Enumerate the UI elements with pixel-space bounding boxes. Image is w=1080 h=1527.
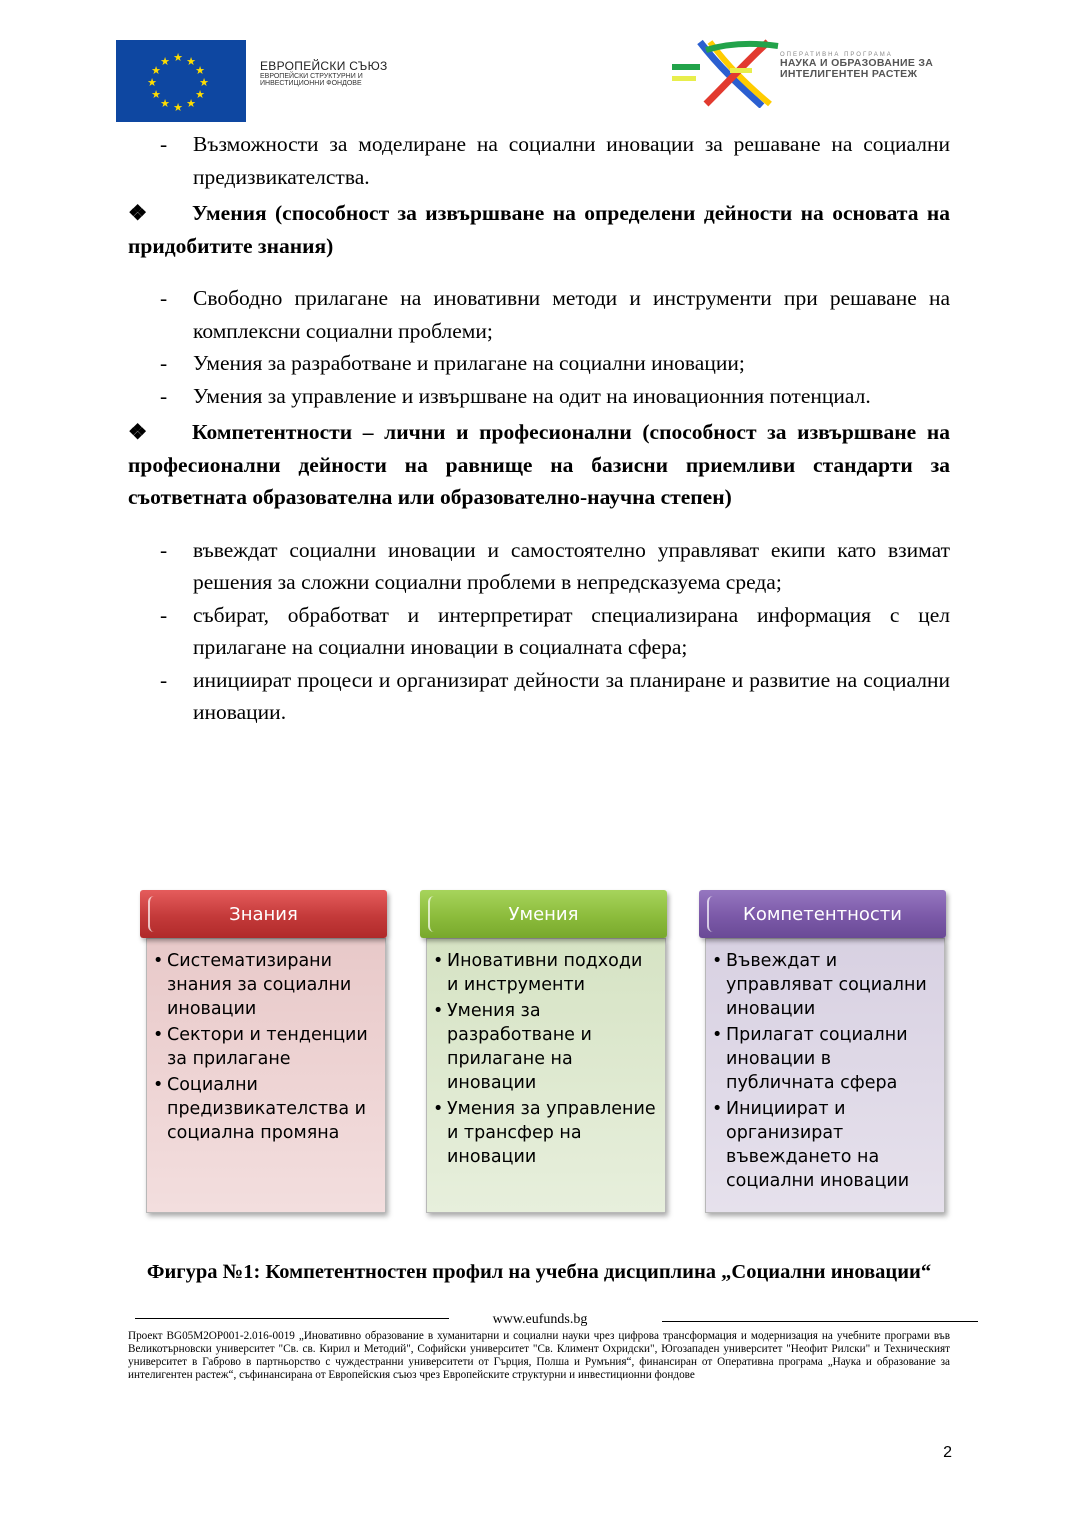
- list-item: - Умения за разработване и прилагане на социални иновации;: [128, 347, 950, 380]
- list-item: • Социални предизвикателства и социална промяна: [153, 1073, 377, 1145]
- eu-logo-subtitle-1: ЕВРОПЕЙСКИ СТРУКТУРНИ И: [260, 72, 363, 80]
- figure-column-title: Знания: [140, 890, 387, 938]
- svg-text:★: ★: [186, 55, 196, 68]
- document-body: [128, 128, 950, 729]
- svg-text:★: ★: [186, 97, 196, 110]
- list-item: • Инициират и организират въвеждането на социални иновации: [712, 1097, 936, 1193]
- list-item: • Въвеждат и управляват социални иновации: [712, 949, 936, 1021]
- eu-stars-icon: [116, 40, 246, 122]
- list-item: • Иновативни подходи и инструменти: [433, 949, 657, 997]
- figure-column-knowledge: [140, 890, 388, 1220]
- svg-text:★: ★: [160, 55, 170, 68]
- op-logo-line-1: НАУКА И ОБРАЗОВАНИЕ ЗА: [780, 57, 934, 70]
- svg-text:★: ★: [147, 76, 157, 89]
- figure-column-title: Компетентности: [699, 890, 946, 938]
- footer-project-text: Проект BG05M2OP001-2.016-0019 „Иновативно образование в хуманитарни и социални науки чрез цифрова трансформация и модернизация на учебните програми във Великотърновски университет "Св. св. Кирил и Методий", Софийски университет "Св. Климент Охридски", Югозападен университет "Неофит Рилски" и Техническият университет в Габрово в партньорство с чуждестранни университети от Гърция, Полша и Румъния“, финансиран от Оперативна програма „Наука и образование за интелигентен растеж“, съфинансирана от Европейския съюз чрез Европейските структурни и инвестиционни фондове: [128, 1330, 950, 1381]
- op-cross-icon: [670, 38, 790, 108]
- page-number: 2: [943, 1444, 952, 1461]
- competences-heading-text: Компетентности – лични и професионални (способност за извършване на професионални дейности на равнище на базисни приемливи стандарти за съответната образователна или образователно-научна степен): [128, 420, 950, 509]
- list-item: - въвеждат социални иновации и самостоятелно управляват екипи като взимат решения за сложни социални проблеми в непредсказуема среда;: [128, 534, 950, 599]
- list-item: - събират, обработват и интерпретират специализирана информация с цел прилагане на социални иновации в социалната сфера;: [128, 599, 950, 664]
- op-logo-text: [780, 52, 933, 80]
- list-item: • Систематизирани знания за социални иновации: [153, 949, 377, 1021]
- diamond-bullet-icon: ❖: [128, 201, 148, 225]
- list-item: - инициират процеси и организират дейности за планиране и развитие на социални иновации.: [128, 664, 950, 729]
- svg-text:★: ★: [195, 88, 205, 101]
- competences-list: [128, 534, 950, 729]
- svg-text:★: ★: [195, 64, 205, 77]
- figure-column-skills: [420, 890, 668, 1220]
- svg-text:★: ★: [151, 64, 161, 77]
- svg-text:★: ★: [199, 76, 209, 89]
- list-item: • Умения за управление и трансфер на иновации: [433, 1097, 657, 1169]
- figure-column-body: [705, 938, 945, 1213]
- diamond-bullet-icon: ❖: [128, 420, 148, 444]
- op-program-logo: [670, 38, 790, 108]
- skills-heading: [128, 197, 950, 262]
- op-logo-small: ОПЕРАТИВНА ПРОГРАМА: [780, 52, 893, 58]
- list-item: - Умения за управление и извършване на одит на иновационния потенциал.: [128, 380, 950, 413]
- figure-column-body: [146, 938, 386, 1213]
- svg-text:★: ★: [173, 101, 183, 114]
- competence-profile-figure: [140, 890, 950, 1220]
- svg-text:★: ★: [160, 97, 170, 110]
- skills-list: [128, 282, 950, 412]
- op-logo-line-2: ИНТЕЛИГЕНТЕН РАСТЕЖ: [780, 68, 918, 81]
- figure-column-competences: [699, 890, 947, 1220]
- eu-logo-text: [260, 60, 388, 87]
- figure-caption: Фигура №1: Компетентностен профил на учебна дисциплина „Социални иновации“: [146, 1261, 932, 1283]
- eu-flag-logo: [116, 40, 246, 122]
- list-item: - Свободно прилагане на иновативни методи и инструменти при решаване на комплексни социални проблеми;: [128, 282, 950, 347]
- list-item: • Сектори и тенденции за прилагане: [153, 1023, 377, 1071]
- svg-text:★: ★: [151, 88, 161, 101]
- figure-column-body: [426, 938, 666, 1213]
- page-header: [0, 38, 1080, 124]
- svg-text:★: ★: [173, 51, 183, 64]
- eu-logo-title: ЕВРОПЕЙСКИ СЪЮЗ: [260, 59, 388, 73]
- footer-url: www.eufunds.bg: [492, 1312, 588, 1327]
- eu-logo-subtitle-2: ИНВЕСТИЦИОННИ ФОНДОВЕ: [260, 79, 362, 87]
- list-item: • Прилагат социални иновации в публичната сфера: [712, 1023, 936, 1095]
- list-item: • Умения за разработване и прилагане на иновации: [433, 999, 657, 1095]
- figure-column-title: Умения: [420, 890, 667, 938]
- competences-heading: [128, 416, 950, 514]
- skills-heading-text: Умения (способност за извършване на определени дейности на основата на придобитите знания): [128, 201, 950, 258]
- list-item: - Възможности за моделиране на социални иновации за решаване на социални предизвикателства.: [128, 128, 950, 193]
